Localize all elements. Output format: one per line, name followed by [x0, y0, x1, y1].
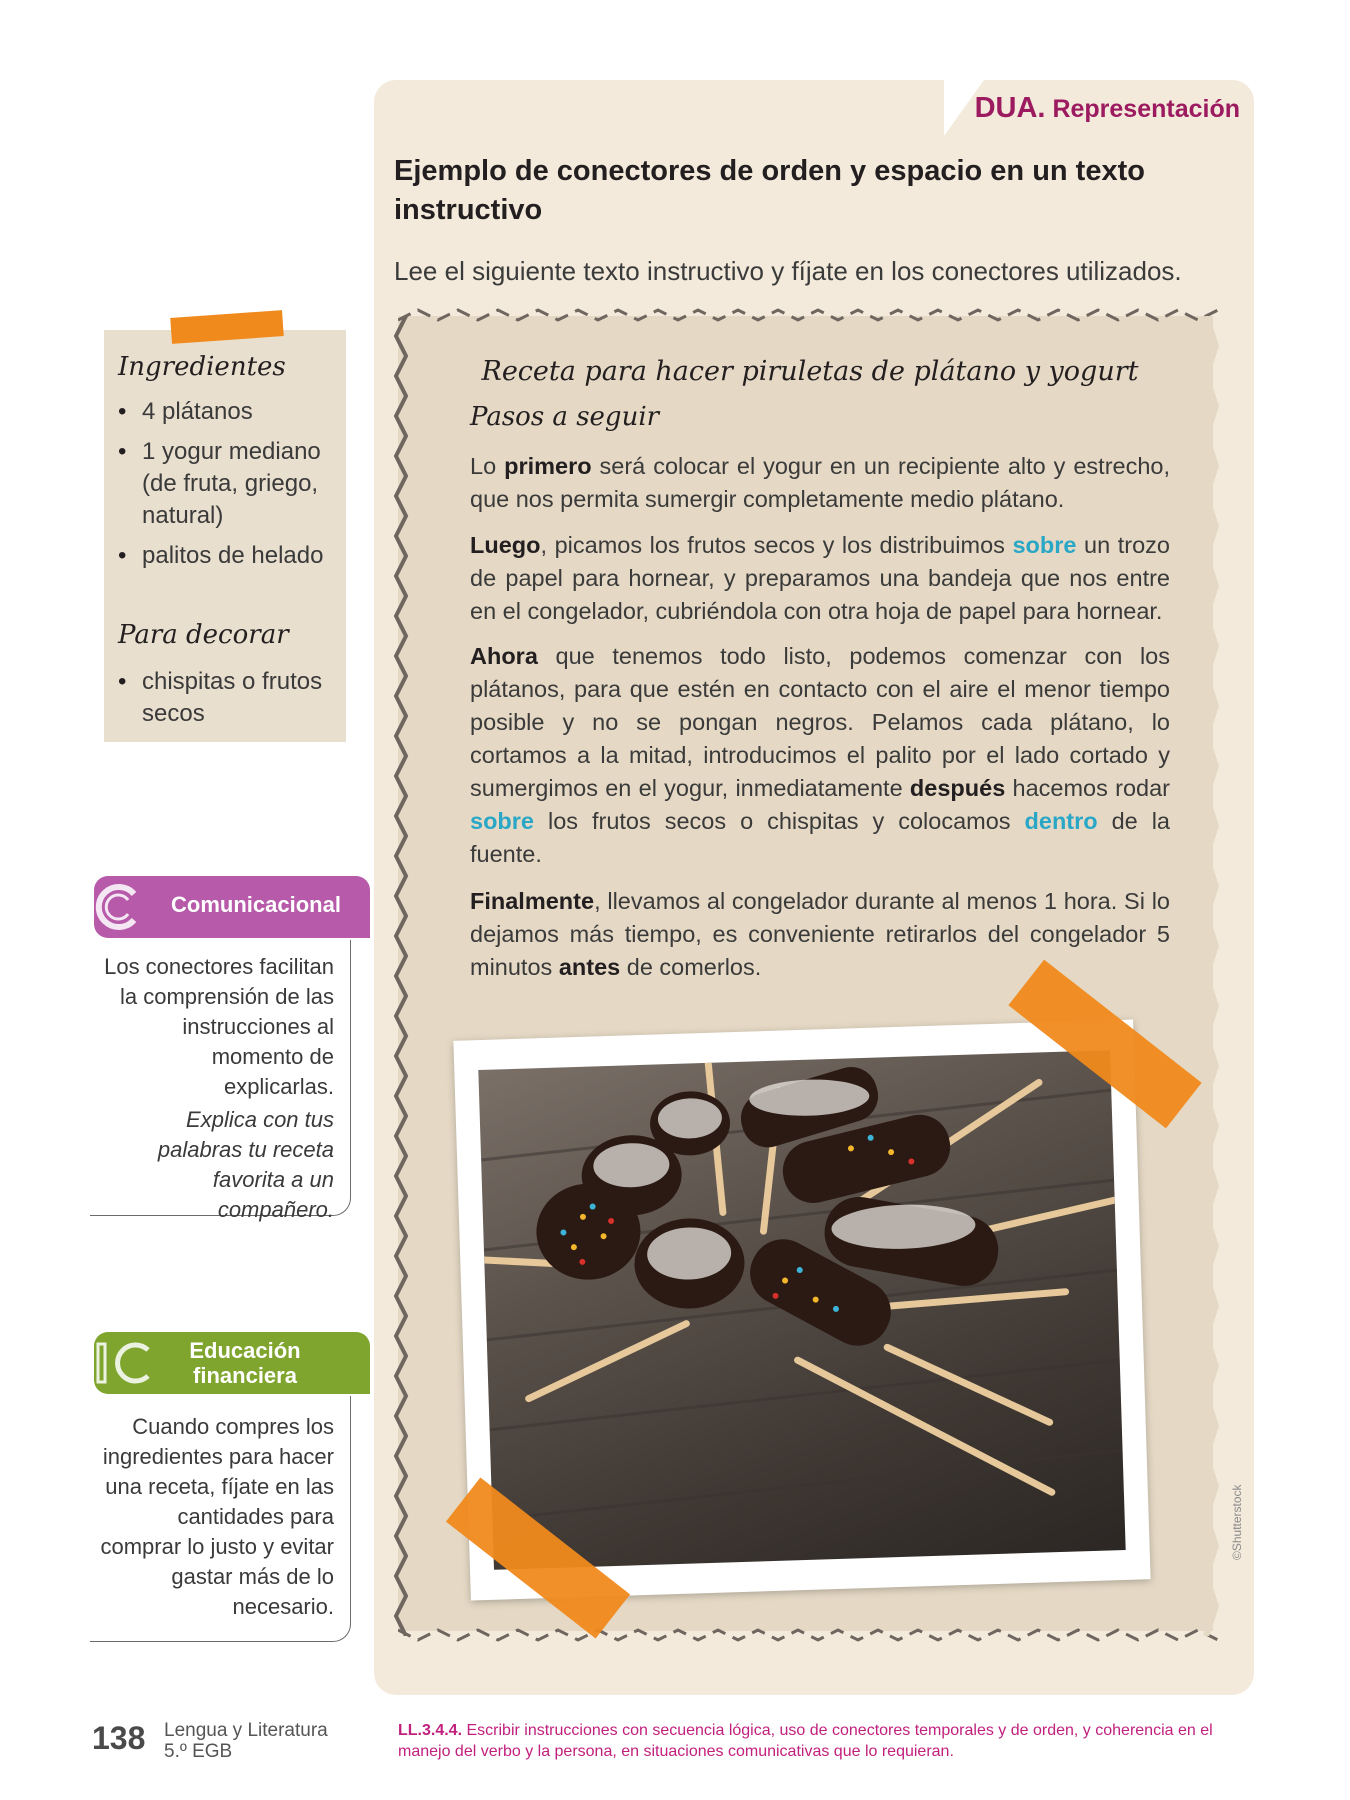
card-zigzag-top [398, 306, 1218, 330]
list-item: • 4 plátanos [118, 396, 338, 428]
curriculum-standard [398, 1720, 1238, 1762]
subject-label [164, 1720, 328, 1762]
section-title: Ejemplo de conectores de orden y espacio en un texto instructivo [394, 155, 1145, 226]
banana-pops-illustration [478, 1050, 1125, 1570]
recipe-step-2: Luego, picamos los frutos secos y los distribuimos sobre un trozo de papel para hornear, y preparamos una bandeja que nos entre en el congelador, cubriéndola con otra hoja de papel para hornear. [470, 532, 1170, 624]
comunicacional-activity: Explica con tus palabras tu receta favorita a un compañero. [157, 1107, 334, 1222]
list-item: • chispitas o frutos secos [118, 666, 338, 730]
subject-name: Lengua y Literatura [164, 1720, 328, 1741]
comunicacional-text: Los conectores facilitan la comprensión de las instrucciones al momento de explicarlas. [104, 954, 334, 1099]
connector-luego: Luego [470, 532, 541, 558]
standard-text: Escribir instrucciones con secuencia lógica, uso de conectores temporales y de orden, y coherencia en el manejo del verbo y la persona, en situaciones comunicativas que lo requieran. [398, 1722, 1213, 1760]
photo-credit: ©Shutterstock [1230, 1484, 1244, 1560]
connector-ahora: Ahora [470, 643, 538, 669]
page-number: 138 [92, 1720, 146, 1756]
connector-sobre: sobre [1012, 532, 1077, 558]
decor-heading: Para decorar [118, 620, 289, 650]
ingredients-list [118, 396, 338, 580]
comunicacional-icon [94, 882, 142, 932]
grade-label: 5.º EGB [164, 1741, 233, 1762]
dua-prefix: DUA. [974, 92, 1046, 124]
banana-pops-photo [478, 1050, 1125, 1570]
dua-type: Representación [1052, 95, 1240, 123]
recipe-photo-frame [453, 1019, 1150, 1600]
card-zigzag-left [392, 316, 412, 1636]
steps-title: Pasos a seguir [470, 402, 660, 432]
financiera-label: Educación financiera [189, 1338, 301, 1388]
section-intro: Lee el siguiente texto instructivo y fíjate en los conectores utilizados. [394, 256, 1182, 286]
list-item: • 1 yogur mediano (de fruta, griego, natural) [118, 436, 338, 532]
list-item: • palitos de helado [118, 540, 338, 572]
card-zigzag-bottom [398, 1620, 1218, 1644]
dua-label [975, 92, 1240, 125]
ingredients-heading: Ingredientes [118, 352, 286, 382]
standard-code: LL.3.4.4. [398, 1722, 463, 1739]
card-zigzag-right [1200, 316, 1220, 1636]
connector-primero: primero [504, 453, 592, 479]
recipe-step-3: Ahora que tenemos todo listo, podemos comenzar con los plátanos, para que estén en contacto con el aire el menor tiempo posible y no se pongan negros. Pelamos cada plátano, lo cortamos a la mitad, introducimos el palito por el lado cortado y sumergimos en el yogur, inmediatamente después hacemos rodar sobre los frutos secos o chispitas y colocamos dentro de la fuente. [470, 643, 1170, 867]
financiera-text: Cuando compres los ingredientes para hacer una receta, fíjate en las cantidades para comprar lo justo y evitar gastar más de lo necesario. [100, 1414, 334, 1619]
connector-dentro: dentro [1024, 808, 1098, 834]
comunicacional-label: Comunicacional [171, 892, 341, 917]
recipe-title: Receta para hacer piruletas de plátano y yogurt [481, 356, 1139, 387]
connector-sobre: sobre [470, 808, 534, 834]
recipe-step-1: Lo primero será colocar el yogur en un recipiente alto y estrecho, que nos permita sumergir completamente medio plátano. [470, 453, 1171, 512]
decor-list [118, 666, 338, 738]
recipe-step-4: Finalmente, llevamos al congelador durante al menos 1 hora. Si lo dejamos más tiempo, es conveniente retirarlos del congelador 5 minutos antes de comerlos. [470, 888, 1170, 980]
connector-despues: después [909, 775, 1006, 801]
connector-antes: antes [558, 954, 621, 980]
connector-finalmente: Finalmente [470, 888, 595, 914]
financiera-icon [94, 1338, 158, 1388]
